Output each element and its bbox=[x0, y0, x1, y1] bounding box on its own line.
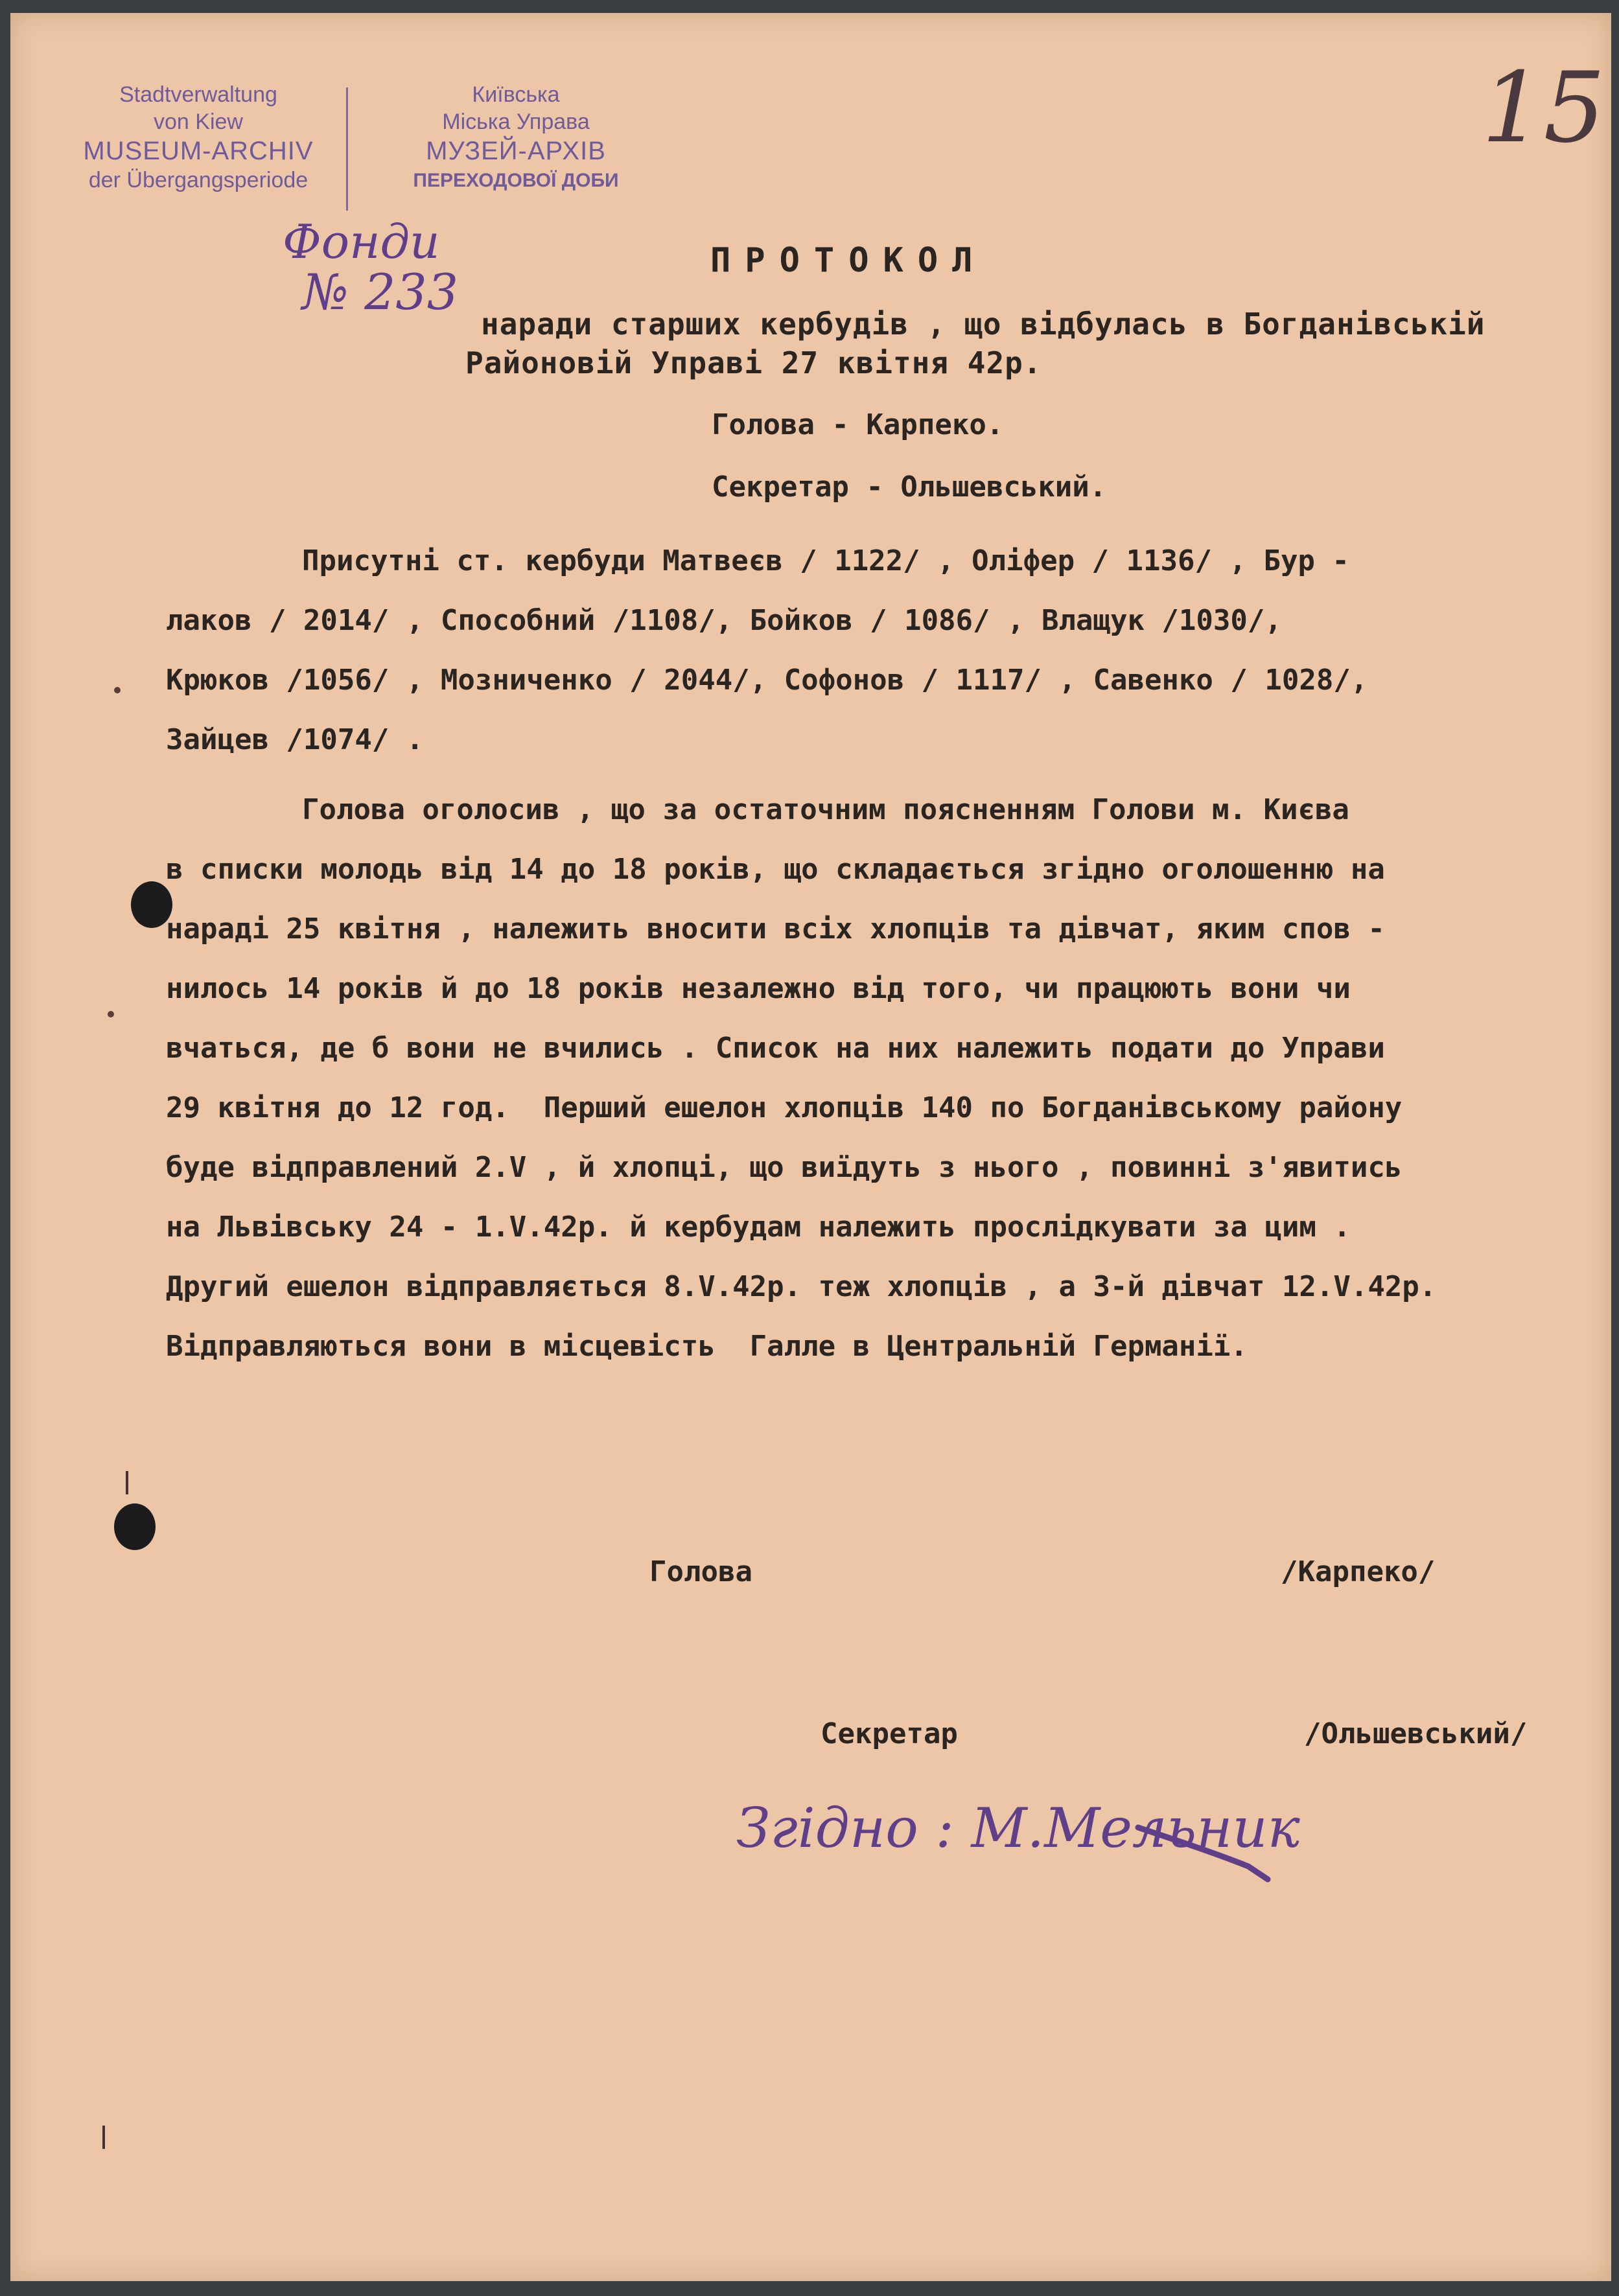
stamp-de-line4: der Übergangsperiode bbox=[88, 168, 309, 192]
paper-speck bbox=[108, 1011, 114, 1017]
text-line: Другий ешелон відправляється 8.V.42р. теж хлопців , а 3-й дівчат 12.V.42р. bbox=[166, 1270, 1437, 1303]
chair-signature-label: Голова bbox=[649, 1555, 752, 1588]
text-line: буде відправлений 2.V , й хлопці, що виїдуть з нього , повинні з'явитись bbox=[166, 1151, 1403, 1184]
handwritten-certification-signature bbox=[736, 1769, 1333, 1901]
document-body bbox=[166, 531, 1592, 1376]
subtitle-line: Районовій Управі 27 квітня 42р. bbox=[465, 345, 1042, 380]
stamp-ukrainian-block bbox=[354, 81, 678, 195]
margin-mark bbox=[102, 2126, 105, 2149]
text-line: Крюков /1056/ , Мозниченко / 2044/, Софонов / 1117/ , Савенко / 1028/, bbox=[166, 664, 1368, 697]
chair-signature-name: /Карпеко/ bbox=[1281, 1555, 1436, 1588]
text-line: в списки молодь від 14 до 18 років, що складається згідно оголошенню на bbox=[166, 853, 1385, 886]
stamp-de-line1: Stadtverwaltung bbox=[119, 82, 277, 107]
document-title: ПРОТОКОЛ bbox=[710, 241, 987, 280]
fond-label: Фонди bbox=[283, 215, 440, 269]
secretary-line: Секретар - Ольшевський. bbox=[712, 470, 1107, 504]
stamp-ua-line4: ПЕРЕХОДОВОЇ ДОБИ bbox=[413, 170, 619, 191]
signature-scribble bbox=[736, 1769, 1333, 1899]
stamp-divider bbox=[346, 87, 348, 211]
stamp-ua-line3: МУЗЕЙ-АРХІВ bbox=[426, 137, 606, 165]
document-subtitle bbox=[465, 305, 1485, 382]
document-page bbox=[10, 13, 1611, 2281]
archive-stamp bbox=[56, 81, 678, 230]
page-number: 15 bbox=[1482, 52, 1605, 165]
paper-speck bbox=[114, 687, 121, 693]
text-line: нараді 25 квітня , належить вносити всіх хлопців та дівчат, яким спов - bbox=[166, 912, 1385, 945]
text-line: Відправляються вони в місцевість Галле в Центральній Германії. bbox=[166, 1330, 1248, 1363]
text-line: Зайцев /1074/ . bbox=[166, 723, 424, 756]
text-line: вчаться, де б вони не вчились . Список на них належить подати до Управи bbox=[166, 1032, 1385, 1065]
text-line: лаков / 2014/ , Способний /1108/, Бойков / 1086/ , Влащук /1030/, bbox=[166, 604, 1282, 637]
text-line: на Львівську 24 - 1.V.42р. й кербудам належить прослідкувати за цим . bbox=[166, 1211, 1351, 1244]
margin-mark bbox=[126, 1471, 128, 1494]
stamp-german-block bbox=[56, 81, 341, 194]
handwritten-fond-note bbox=[283, 215, 459, 321]
punch-hole-lower bbox=[114, 1503, 156, 1550]
stamp-ua-line1: Київська bbox=[472, 82, 560, 107]
stamp-de-line3: MUSEUM-ARCHIV bbox=[83, 137, 314, 165]
fond-number: № 233 bbox=[302, 263, 459, 321]
stamp-de-line2: von Kiew bbox=[154, 110, 243, 134]
attendees-paragraph bbox=[166, 531, 1592, 770]
stamp-ua-line2: Міська Управа bbox=[442, 110, 590, 134]
text-line: Присутні ст. кербуди Матвеєв / 1122/ , Оліфер / 1136/ , Бур - bbox=[302, 544, 1349, 577]
text-line: нилось 14 років й до 18 років незалежно від того, чи працюють вони чи bbox=[166, 972, 1351, 1005]
certification-text: Згідно : М.Мельник bbox=[736, 1796, 1300, 1860]
text-line: 29 квітня до 12 год. Перший ешелон хлопців 140 по Богданівському району bbox=[166, 1091, 1403, 1124]
text-line: Голова оголосив , що за остаточним поясненням Голови м. Києва bbox=[302, 793, 1349, 826]
secretary-signature-name: /Ольшевський/ bbox=[1304, 1717, 1528, 1750]
secretary-signature-label: Секретар bbox=[821, 1717, 958, 1750]
chair-line: Голова - Карпеко. bbox=[712, 408, 1004, 441]
subtitle-line: наради старших кербудів , що відбулась в Богданівській bbox=[481, 307, 1485, 342]
announcement-paragraph bbox=[166, 780, 1592, 1376]
